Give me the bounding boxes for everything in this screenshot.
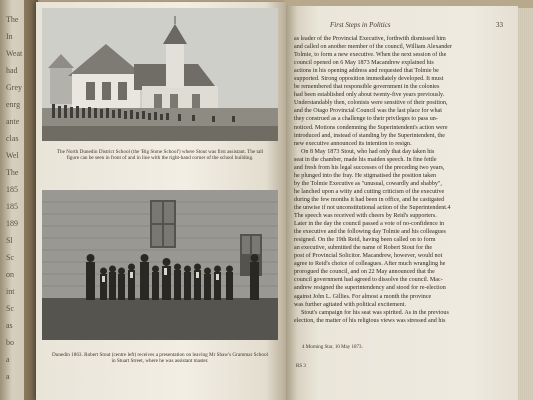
body-text-line: agree to Reid's choice of colleagues. After much wrangling he xyxy=(294,261,446,268)
background-book-text-fragment: bo xyxy=(6,338,14,347)
group-photo xyxy=(42,190,278,340)
body-text xyxy=(294,35,508,325)
background-book-text-fragment: int xyxy=(6,287,15,296)
body-text-line: new executive announced its intention to resign. xyxy=(294,140,412,147)
background-book-text-fragment: a xyxy=(6,372,10,381)
body-text-line: seat in the chamber, made his maiden speech. In fine fettle xyxy=(294,156,437,163)
body-text-line: resigned. On the 19th Reid, having been called on to form xyxy=(294,237,436,244)
signature-mark: RS 3 xyxy=(296,364,306,369)
body-text-line: introduced and, instead of standing by the Superintendent, the xyxy=(294,132,445,139)
body-text-line: an executive, submitted the name of Robert Stout for the xyxy=(294,245,433,252)
background-book-text-fragment: 185 xyxy=(6,202,18,211)
background-book-text-fragment: In xyxy=(6,32,13,41)
running-head: First Steps in Politics xyxy=(330,21,391,29)
background-book-text-fragment: Wel xyxy=(6,151,19,160)
body-text-line: Later in the day the council passed a vote of no-confidence in xyxy=(294,221,445,228)
body-text-line: post of Provincial Solicitor. Macandrew, however, would not xyxy=(294,253,443,260)
background-book-text-fragment: Sc xyxy=(6,304,14,313)
body-text-line: and the Otago Provincial Council was the last place for what xyxy=(294,108,442,115)
background-book-text-fragment: on xyxy=(6,270,14,279)
body-text-line: he lanched upon a witty and cutting criticism of the executive xyxy=(294,188,445,195)
body-text-line: council opened on 6 May 1873 Macandrew explained his xyxy=(294,60,434,67)
body-text-line: during the few months it had been in office, and he castigated xyxy=(294,196,445,203)
body-text-line: noticed. Motions condemning the Superintendent's action were xyxy=(294,124,448,131)
background-book-text-fragment: Weat xyxy=(6,49,23,58)
body-text-line: and called on another member of the council, William Alexander xyxy=(294,44,453,51)
background-book-text-fragment: clas xyxy=(6,134,19,143)
background-book-text-fragment: The xyxy=(6,168,19,177)
body-text-line: andrew resigned the superintendency and stood for re-election xyxy=(294,285,446,292)
background-book-text-fragment: Grey xyxy=(6,83,22,92)
body-text-line: On 8 May 1873 Stout, who had only that day taken his xyxy=(301,148,435,155)
school-photo xyxy=(42,8,278,141)
background-book-text-fragment: The xyxy=(6,15,19,24)
body-text-line: The speech was received with cheers by Reid's supporters. xyxy=(294,213,437,220)
background-book-text-fragment: 189 xyxy=(6,219,18,228)
background-book-text-fragment: had xyxy=(6,66,18,75)
body-text-line: as leader of the Provincial Executive, forthwith dismissed him xyxy=(294,36,446,42)
body-text-line: election, the matter of his religious views was stressed and his xyxy=(294,317,446,324)
page-edges xyxy=(518,8,533,400)
body-text-line: Tolmie, to form a new executive. When the next session of the xyxy=(294,52,447,59)
page-number: 33 xyxy=(496,21,503,29)
body-text-line: the executive and the following day Tolmie and his colleagues xyxy=(294,229,446,236)
body-text-line: against John L. Gillies. For almost a month the province xyxy=(294,293,432,300)
footnote: 4 Morning Star, 10 May 1873. xyxy=(302,345,363,350)
body-text-line: actions in his opening address and requested that Tolmie be xyxy=(294,68,439,75)
body-text-line: he plunged into the fray. He stigmatised the position taken xyxy=(294,172,437,179)
background-book-text-fragment: enrg xyxy=(6,100,21,109)
body-text-line: Understandably then, colonists were sensitive of their position, xyxy=(294,100,448,107)
background-book-text-fragment: Sc xyxy=(6,253,14,262)
body-text-line: prorogued the council, and on 22 May announced that the xyxy=(294,269,435,276)
background-book-text-fragment: a xyxy=(6,355,10,364)
body-text-line: the unwise if not unconstitutional action of the Superintendent.4 xyxy=(294,204,451,211)
body-text-line: they construed as a challenge to their privileges to pass un- xyxy=(294,116,438,123)
school-photo-caption: The North Dunedin District School (the 'Big Stone School') where Stout was first assistant. The tall figure can be seen in front of and in line with the right-hand corner of the school building. xyxy=(56,149,264,162)
body-text-line: Stout's campaign for his seat was spirited. As in the previous xyxy=(301,309,449,316)
body-text-line: was further agitated with political excitement. xyxy=(294,301,407,308)
body-text-line: had been established only about twenty-five years previously. xyxy=(294,92,445,99)
background-book-text-fragment: 185 xyxy=(6,185,18,194)
body-text-line: be remembered that responsible government in the colonies xyxy=(294,84,440,91)
group-photo-illustration xyxy=(42,190,278,340)
background-book-text-fragment: as xyxy=(6,321,13,330)
body-text-line: and fresh from his legal successes of the preceding two years, xyxy=(294,164,445,171)
background-book xyxy=(0,0,40,400)
body-text-line: council government had agreed to dissolve the council. Mac- xyxy=(294,277,443,284)
body-text-line: by the Tolmie Executive as "unusual, cowardly and shabby", xyxy=(294,180,442,187)
body-text-line: supported. Strong opposition immediately developed. It must xyxy=(294,76,444,83)
background-book-text-fragment: ante xyxy=(6,117,20,126)
school-building-illustration xyxy=(42,8,278,141)
background-book-text-fragment: Sl xyxy=(6,236,13,245)
group-photo-caption: Dunedin 1863. Robert Stout (centre left) receives a presentation on leaving Mr Shaw's Grammar School in Stuart Street, where he was assistant master. xyxy=(51,352,268,365)
